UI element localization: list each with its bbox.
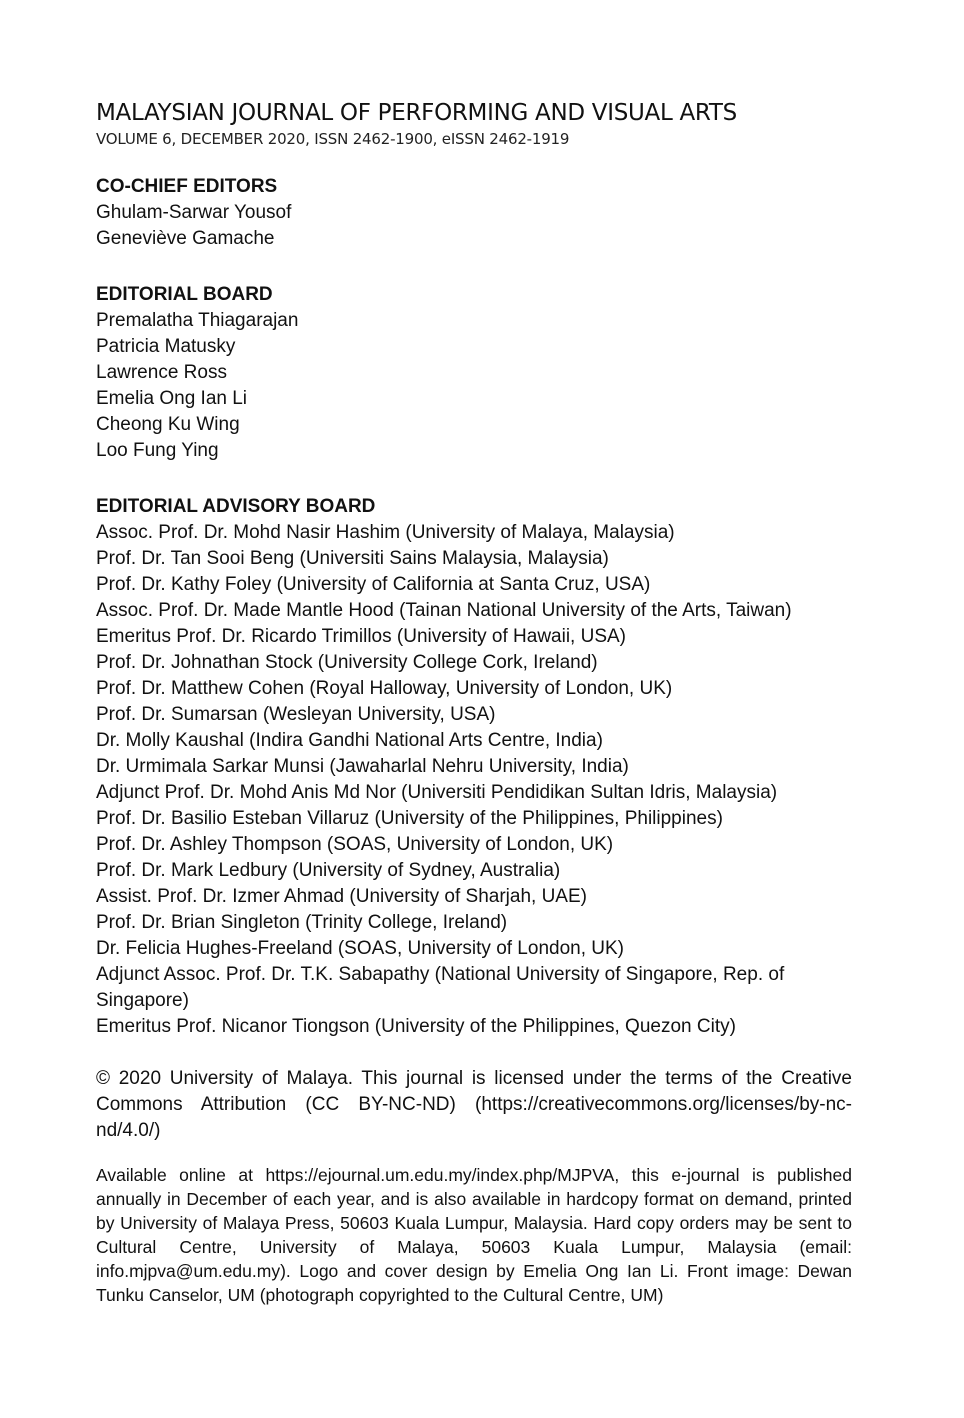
masthead-page <box>96 96 852 1307</box>
advisory-member: Emeritus Prof. Dr. Ricardo Trimillos (University of Hawaii, USA) <box>96 626 626 647</box>
section-heading: CO-CHIEF EDITORS <box>96 176 278 197</box>
advisory-member: Prof. Dr. Johnathan Stock (University College Cork, Ireland) <box>96 652 598 673</box>
advisory-member: Prof. Dr. Basilio Esteban Villaruz (University of the Philippines, Philippines) <box>96 808 723 829</box>
advisory-member: Prof. Dr. Brian Singleton (Trinity College, Ireland) <box>96 912 508 933</box>
advisory-member: Dr. Urmimala Sarkar Munsi (Jawaharlal Nehru University, India) <box>96 756 629 777</box>
advisory-list <box>96 520 852 1040</box>
advisory-member: Prof. Dr. Mark Ledbury (University of Sydney, Australia) <box>96 860 561 881</box>
journal-title: MALAYSIAN JOURNAL OF PERFORMING AND VISUAL ARTS <box>96 100 737 126</box>
advisory-member: Assist. Prof. Dr. Izmer Ahmad (University of Sharjah, UAE) <box>96 886 587 907</box>
license-statement: © 2020 University of Malaya. This journal is licensed under the terms of the Creative Commons Attribution (CC BY-NC-ND) (https://creativecommons.org/licenses/by-nc-nd/4.0/) <box>96 1068 852 1141</box>
availability-statement: Available online at https://ejournal.um.edu.my/index.php/MJPVA, this e-journal is published annually in December of each year, and is also available in hardcopy format on demand, printed by University of Malaya Press, 50603 Kuala Lumpur, Malaysia. Hard copy orders may be sent to Cultural Centre, University of Malaya, 50603 Kuala Lumpur, Malaysia (email: info.mjpva@um.edu.my). Logo and cover design by Emelia Ong Ian Li. Front image: Dewan Tunku Canselor, UM (photograph copyrighted to the Cultural Centre, UM) <box>96 1165 852 1305</box>
journal-volume-line: VOLUME 6, DECEMBER 2020, ISSN 2462-1900, eISSN 2462-1919 <box>96 130 570 148</box>
advisory-member: Dr. Molly Kaushal (Indira Gandhi National Arts Centre, India) <box>96 730 603 751</box>
board-member-name: Loo Fung Ying <box>96 440 219 461</box>
board-member-name: Lawrence Ross <box>96 362 227 383</box>
board-list <box>96 308 852 464</box>
board-member-name: Emelia Ong Ian Li <box>96 388 248 409</box>
advisory-board-section <box>96 494 852 1040</box>
advisory-member: Assoc. Prof. Dr. Made Mantle Hood (Tainan National University of the Arts, Taiwan) <box>96 600 792 621</box>
editor-name: Ghulam-Sarwar Yousof <box>96 202 292 223</box>
advisory-member: Prof. Dr. Tan Sooi Beng (Universiti Sains Malaysia, Malaysia) <box>96 548 609 569</box>
advisory-member: Emeritus Prof. Nicanor Tiongson (University of the Philippines, Quezon City) <box>96 1016 736 1037</box>
co-chief-editors-section <box>96 174 852 252</box>
advisory-member: Prof. Dr. Kathy Foley (University of California at Santa Cruz, USA) <box>96 574 651 595</box>
section-heading: EDITORIAL ADVISORY BOARD <box>96 496 376 517</box>
advisory-member: Adjunct Assoc. Prof. Dr. T.K. Sabapathy (National University of Singapore, Rep. of Singapore) <box>96 964 785 1011</box>
advisory-member: Assoc. Prof. Dr. Mohd Nasir Hashim (University of Malaya, Malaysia) <box>96 522 675 543</box>
editor-name: Geneviève Gamache <box>96 228 275 249</box>
advisory-member: Dr. Felicia Hughes-Freeland (SOAS, University of London, UK) <box>96 938 624 959</box>
advisory-member: Prof. Dr. Sumarsan (Wesleyan University, USA) <box>96 704 496 725</box>
advisory-member: Prof. Dr. Matthew Cohen (Royal Halloway, University of London, UK) <box>96 678 673 699</box>
board-member-name: Premalatha Thiagarajan <box>96 310 299 331</box>
advisory-member: Adjunct Prof. Dr. Mohd Anis Md Nor (Universiti Pendidikan Sultan Idris, Malaysia) <box>96 782 778 803</box>
editorial-board-section <box>96 282 852 464</box>
editor-list <box>96 200 852 252</box>
section-heading: EDITORIAL BOARD <box>96 284 273 305</box>
board-member-name: Cheong Ku Wing <box>96 414 240 435</box>
advisory-member: Prof. Dr. Ashley Thompson (SOAS, University of London, UK) <box>96 834 614 855</box>
board-member-name: Patricia Matusky <box>96 336 236 357</box>
